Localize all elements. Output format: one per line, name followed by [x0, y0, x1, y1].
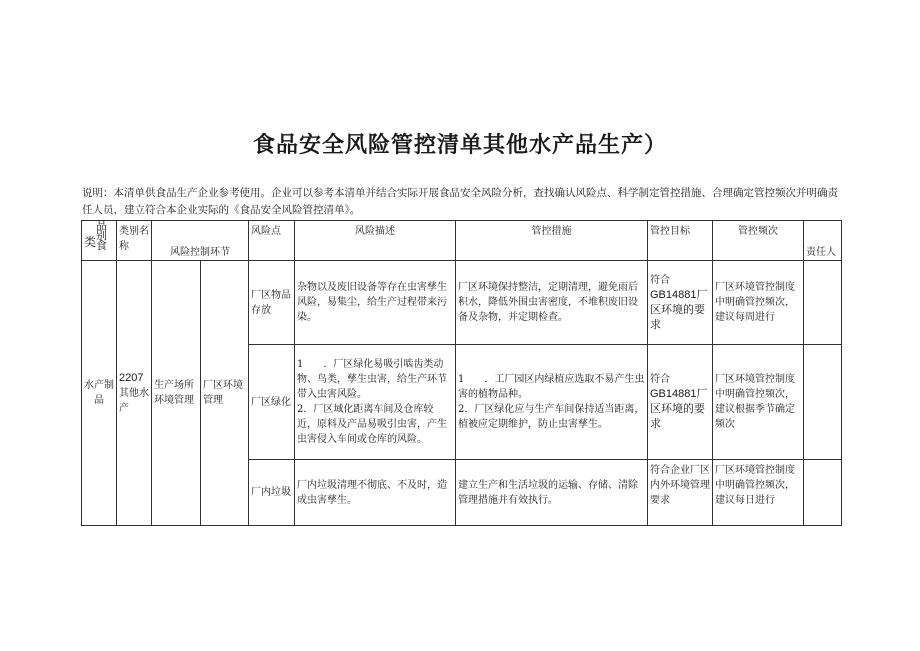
measures-item: 2．厂区绿化应与生产车间保持适当距离，植被应定期维护，防止虫害孳生。 [458, 404, 645, 430]
risk-desc-cell: 厂内垃圾清理不彻底、不及时，造成虫害孳生。 [295, 460, 456, 526]
target-text-a: 符合 [650, 274, 670, 286]
header-risk-desc: 风险描述 [295, 221, 456, 261]
risk-point-cell: 厂区绿化 [249, 345, 295, 460]
category-code: 2207 [119, 371, 144, 384]
responsible-cell [804, 460, 842, 526]
risk-desc-item: 2．厂区域化距离车间及仓库较近，原料及产品易吸引虫害，产生虫害侵入车间或仓库的风险。 [297, 404, 447, 445]
measures-cell [456, 345, 648, 460]
category-name-text: 其他水产 [119, 387, 149, 414]
target-cell [648, 345, 713, 460]
frequency-cell: 厂区环境管控制度中明确管控频次，建议根据季节确定频次 [713, 345, 804, 460]
header-responsible: 责任人 [804, 221, 842, 261]
risk-control-table [81, 220, 842, 526]
header-category-b: 品别食 [96, 219, 107, 252]
category-cell: 水产制品 [82, 261, 117, 526]
header-target: 管控目标 [648, 221, 713, 261]
responsible-cell [804, 261, 842, 345]
measures-cell: 建立生产和生活垃圾的运输、存储、清除管理措施并有效执行。 [456, 460, 648, 526]
header-frequency: 管控频次 [713, 221, 804, 261]
target-text-b: GB14881厂区环境的要求 [650, 388, 708, 430]
target-cell: 符合企业厂区内外环境管理要求 [648, 460, 713, 526]
target-text-a: 符合 [650, 374, 670, 385]
header-risk-point: 风险点 [249, 221, 295, 261]
header-category [82, 221, 117, 261]
risk-point-cell: 厂内垃圾 [249, 460, 295, 526]
risk-desc-cell [295, 345, 456, 460]
instructions-note: 说明：本清单供食品生产企业参考使用。企业可以参考本清单并结合实际开展食品安全风险分析，查找确认风险点、科学制定管控措施、合理确定管控频次并明确责任人员，建立符合本企业实际的《食品安全风险管控清单》。 [82, 187, 838, 216]
header-category-a: 类 [84, 235, 97, 249]
table-header-row [82, 221, 842, 261]
header-measures: 管控措施 [456, 221, 648, 261]
category-name-cell [117, 261, 152, 526]
page-title: 食品安全风险管控清单其他水产品生产） [252, 133, 667, 158]
target-cell [648, 261, 713, 345]
risk-desc-item: 1 ．厂区绿化易吸引啮齿类动物、鸟类，孳生虫害，给生产环节带入虫害风险。 [297, 359, 447, 400]
control-link-level2: 厂区环境管理 [201, 261, 249, 526]
header-category-name: 类别名称 [117, 221, 152, 261]
risk-point-cell: 厂区物品存放 [249, 261, 295, 345]
responsible-cell [804, 345, 842, 460]
table-row [82, 261, 842, 345]
measures-cell: 厂区环境保持整洁，定期清理，避免雨后积水，降低外围虫害密度，不堆积废旧设备及杂物，并定期检查。 [456, 261, 648, 345]
frequency-cell: 厂区环境管控制度中明确管控频次，建议每周进行 [713, 261, 804, 345]
control-link-level1: 生产场所环境管理 [152, 261, 201, 526]
frequency-cell: 厂区环境管控制度中明确管控频次，建议每日进行 [713, 460, 804, 526]
target-text-b: GB14881厂区环境的要求 [650, 288, 708, 331]
measures-item: 1 ．工厂园区内绿植应选取不易产生虫害的植物品种。 [458, 374, 645, 400]
risk-desc-cell: 杂物以及废旧设备等存在虫害孳生风险，易集尘，给生产过程带来污染。 [295, 261, 456, 345]
header-control-link: 风险控制环节 [152, 221, 249, 261]
